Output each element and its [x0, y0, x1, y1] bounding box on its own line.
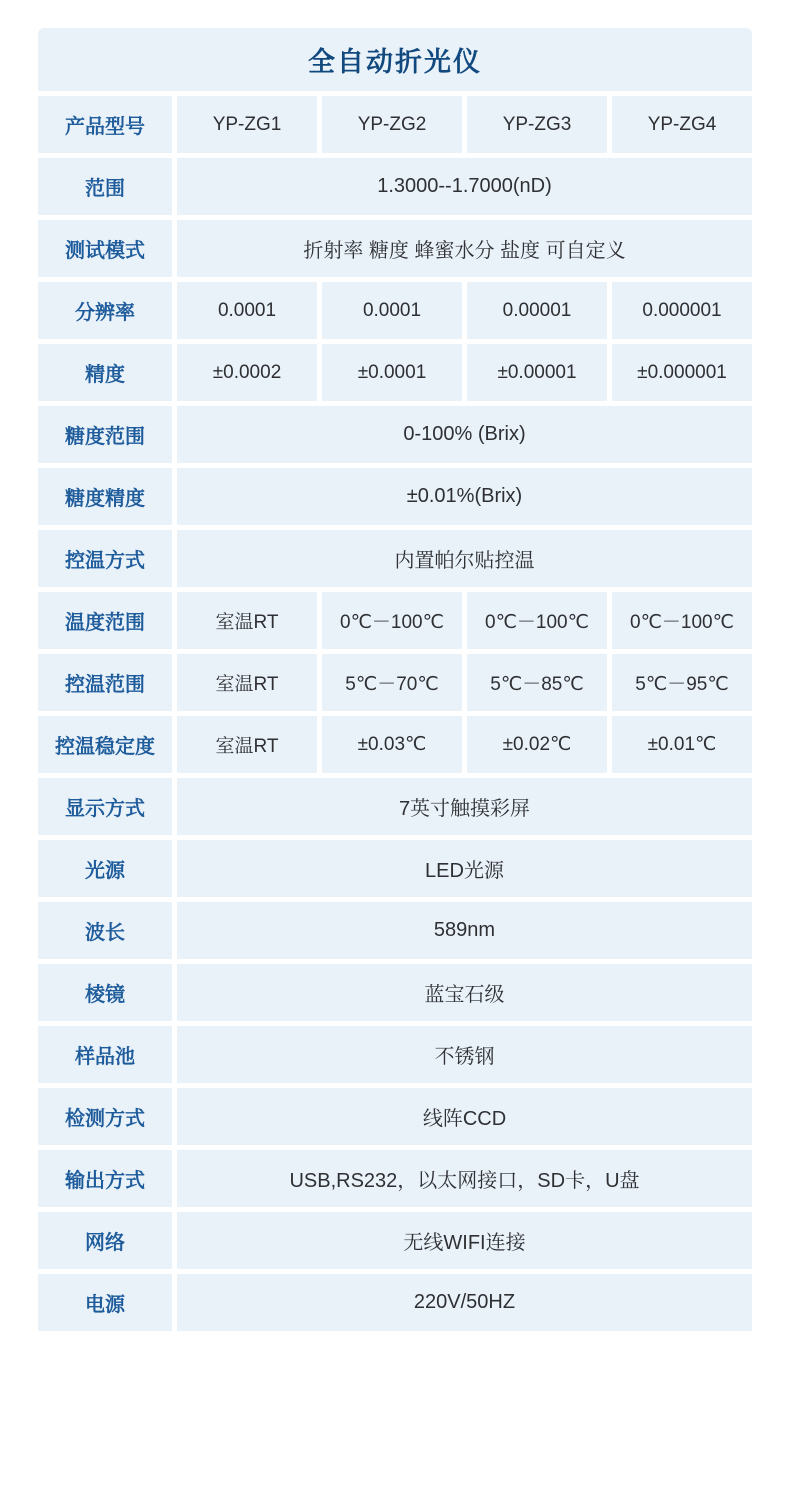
- spec-row: [38, 1088, 752, 1145]
- spec-row: [38, 406, 752, 463]
- spec-row: [38, 468, 752, 525]
- spec-row: [38, 1026, 752, 1083]
- spec-value-cell: 0.0001: [177, 282, 317, 339]
- row-label: 显示方式: [38, 778, 172, 835]
- spec-row: [38, 96, 752, 153]
- spec-merged-value: 线阵CCD: [177, 1088, 752, 1145]
- row-label: 糖度范围: [38, 406, 172, 463]
- spec-value-cell: 5℃－95℃: [612, 654, 752, 711]
- row-label: 波长: [38, 902, 172, 959]
- row-label: 光源: [38, 840, 172, 897]
- row-label: 测试模式: [38, 220, 172, 277]
- row-label: 控温方式: [38, 530, 172, 587]
- spec-value-cell: ±0.0001: [322, 344, 462, 401]
- spec-merged-value: 蓝宝石级: [177, 964, 752, 1021]
- spec-value-cell: ±0.03℃: [322, 716, 462, 773]
- row-label: 控温稳定度: [38, 716, 172, 773]
- spec-merged-value: 折射率 糖度 蜂蜜水分 盐度 可自定义: [177, 220, 752, 277]
- spec-row: [38, 1274, 752, 1331]
- spec-merged-value: 1.3000--1.7000(nD): [177, 158, 752, 215]
- spec-value-cell: YP-ZG2: [322, 96, 462, 153]
- spec-value-cell: ±0.02℃: [467, 716, 607, 773]
- row-label: 温度范围: [38, 592, 172, 649]
- spec-merged-value: 0-100% (Brix): [177, 406, 752, 463]
- spec-row: [38, 220, 752, 277]
- row-label: 检测方式: [38, 1088, 172, 1145]
- spec-value-cell: 0.000001: [612, 282, 752, 339]
- spec-row: [38, 592, 752, 649]
- row-label: 糖度精度: [38, 468, 172, 525]
- spec-value-cell: YP-ZG1: [177, 96, 317, 153]
- row-label: 电源: [38, 1274, 172, 1331]
- row-label: 控温范围: [38, 654, 172, 711]
- spec-value-cell: YP-ZG4: [612, 96, 752, 153]
- spec-merged-value: LED光源: [177, 840, 752, 897]
- spec-value-cell: 0.0001: [322, 282, 462, 339]
- spec-value-cell: 5℃－70℃: [322, 654, 462, 711]
- spec-value-cell: ±0.0002: [177, 344, 317, 401]
- row-label: 分辨率: [38, 282, 172, 339]
- spec-value-cell: ±0.01℃: [612, 716, 752, 773]
- spec-row: [38, 716, 752, 773]
- spec-row: [38, 778, 752, 835]
- spec-value-cell: 室温RT: [177, 654, 317, 711]
- row-label: 范围: [38, 158, 172, 215]
- spec-value-cell: ±0.000001: [612, 344, 752, 401]
- spec-value-cell: YP-ZG3: [467, 96, 607, 153]
- spec-merged-value: 无线WIFI连接: [177, 1212, 752, 1269]
- spec-merged-value: USB,RS232，以太网接口，SD卡，U盘: [177, 1150, 752, 1207]
- spec-value-cell: 5℃－85℃: [467, 654, 607, 711]
- spec-merged-value: ±0.01%(Brix): [177, 468, 752, 525]
- spec-row: [38, 530, 752, 587]
- spec-row: [38, 282, 752, 339]
- spec-row: [38, 840, 752, 897]
- row-label: 棱镜: [38, 964, 172, 1021]
- spec-value-cell: 0℃－100℃: [467, 592, 607, 649]
- spec-value-cell: 室温RT: [177, 716, 317, 773]
- spec-row: [38, 654, 752, 711]
- spec-merged-value: 不锈钢: [177, 1026, 752, 1083]
- spec-row: [38, 158, 752, 215]
- spec-merged-value: 内置帕尔贴控温: [177, 530, 752, 587]
- spec-value-cell: 0.00001: [467, 282, 607, 339]
- spec-value-cell: 0℃－100℃: [322, 592, 462, 649]
- spec-row: [38, 964, 752, 1021]
- row-label: 网络: [38, 1212, 172, 1269]
- spec-value-cell: ±0.00001: [467, 344, 607, 401]
- spec-row: [38, 1212, 752, 1269]
- spec-value-cell: 室温RT: [177, 592, 317, 649]
- spec-rows: [38, 96, 752, 1331]
- row-label: 产品型号: [38, 96, 172, 153]
- spec-merged-value: 589nm: [177, 902, 752, 959]
- spec-table: [38, 28, 752, 1331]
- row-label: 输出方式: [38, 1150, 172, 1207]
- spec-row: [38, 344, 752, 401]
- spec-row: [38, 1150, 752, 1207]
- page-title: 全自动折光仪: [38, 28, 752, 91]
- spec-merged-value: 220V/50HZ: [177, 1274, 752, 1331]
- row-label: 样品池: [38, 1026, 172, 1083]
- spec-row: [38, 902, 752, 959]
- spec-value-cell: 0℃－100℃: [612, 592, 752, 649]
- row-label: 精度: [38, 344, 172, 401]
- spec-merged-value: 7英寸触摸彩屏: [177, 778, 752, 835]
